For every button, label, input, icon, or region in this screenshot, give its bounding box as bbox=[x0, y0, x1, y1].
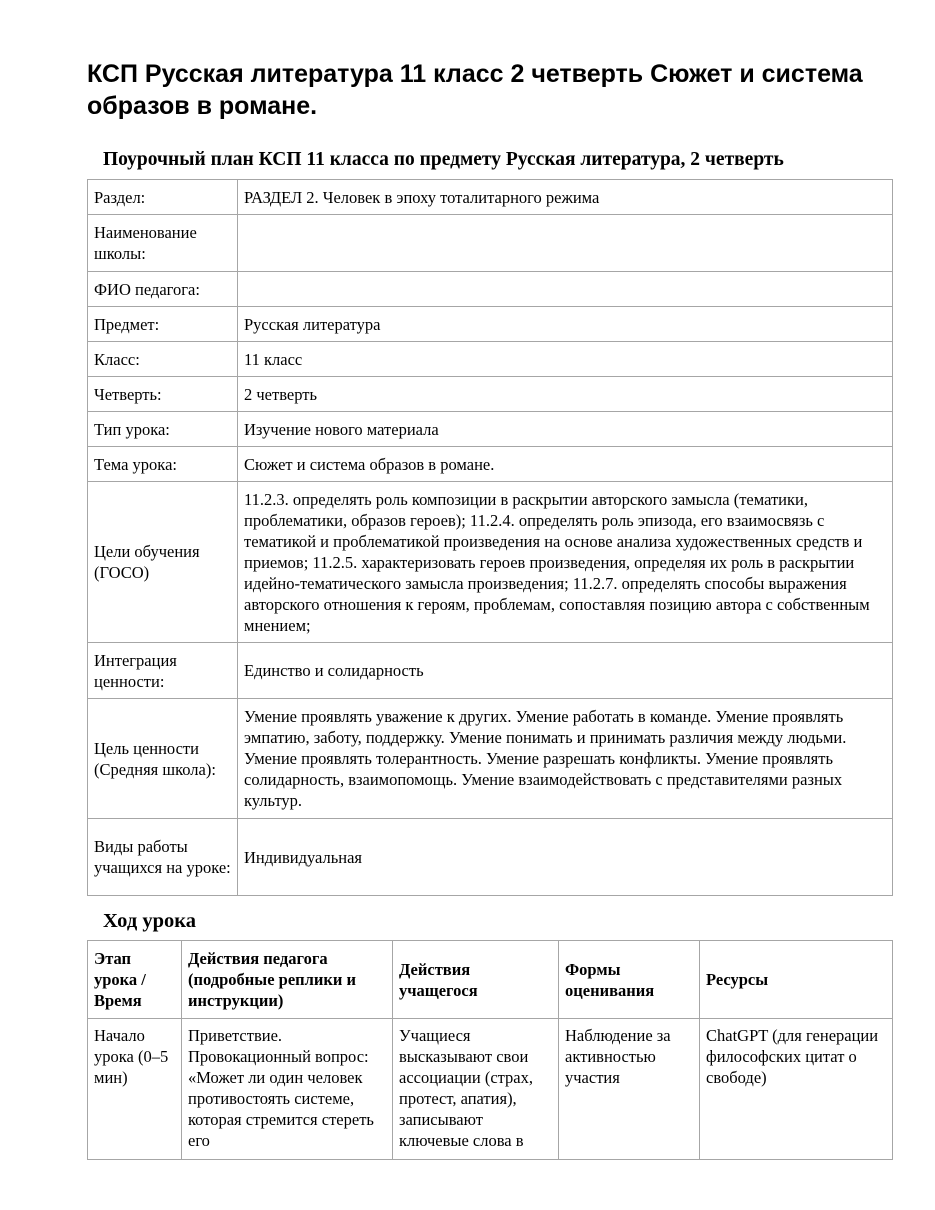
table-row bbox=[88, 342, 893, 377]
info-key: ФИО педагога: bbox=[88, 272, 238, 307]
table-header-row bbox=[88, 941, 893, 1019]
stage-text: Начало урока (0–5 мин) bbox=[94, 1026, 169, 1087]
info-value bbox=[238, 272, 893, 307]
info-key: Тема урока: bbox=[88, 447, 238, 482]
table-row bbox=[88, 699, 893, 819]
table-row bbox=[88, 215, 893, 272]
info-key: Цель ценности (Средняя школа): bbox=[88, 699, 238, 819]
table-row bbox=[88, 307, 893, 342]
column-header-resources: Ресурсы bbox=[700, 941, 893, 1019]
assessment-text: Наблюдение за активностью участия bbox=[565, 1026, 671, 1087]
info-key: Предмет: bbox=[88, 307, 238, 342]
info-key: Цели обучения (ГОСО) bbox=[88, 482, 238, 643]
column-header-student-actions: Действия учащегося bbox=[393, 941, 559, 1019]
info-key: Виды работы учащихся на уроке: bbox=[88, 819, 238, 896]
resources-text: ChatGPT (для генерации философских цитат о свободе) bbox=[706, 1026, 879, 1087]
table-row bbox=[88, 272, 893, 307]
column-header-stage: Этап урока / Время bbox=[88, 941, 182, 1019]
column-header-teacher-actions: Действия педагога (подробные реплики и инструкции) bbox=[182, 941, 393, 1019]
table-row bbox=[88, 377, 893, 412]
info-key: Наименование школы: bbox=[88, 215, 238, 272]
table-row bbox=[88, 180, 893, 215]
student-actions-cell bbox=[393, 1019, 559, 1160]
info-value: Русская литература bbox=[238, 307, 893, 342]
info-value: Умение проявлять уважение к других. Умение работать в команде. Умение проявлять эмпатию, заботу, поддержку. Умение понимать и принимать различия между людьми. Умение проявлять толерантность. Умение разрешать конфликты. Умение проявлять солидарность, взаимопомощь. Умение взаимодействовать с представителями разных культур. bbox=[238, 699, 893, 819]
table-row bbox=[88, 819, 893, 896]
teacher-actions-cell bbox=[182, 1019, 393, 1160]
resources-cell bbox=[700, 1019, 893, 1160]
assessment-cell bbox=[559, 1019, 700, 1160]
lesson-progress-table bbox=[87, 940, 893, 1160]
info-value: РАЗДЕЛ 2. Человек в эпоху тоталитарного режима bbox=[238, 180, 893, 215]
info-value: Изучение нового материала bbox=[238, 412, 893, 447]
info-value: 11 класс bbox=[238, 342, 893, 377]
teacher-actions-text: Приветствие. Провокационный вопрос: «Может ли один человек противостоять системе, которая стремится стереть его bbox=[188, 1026, 374, 1150]
info-value: 2 четверть bbox=[238, 377, 893, 412]
info-key: Тип урока: bbox=[88, 412, 238, 447]
column-header-assessment: Формы оценивания bbox=[559, 941, 700, 1019]
info-key: Интеграция ценности: bbox=[88, 643, 238, 699]
document-title: КСП Русская литература 11 класс 2 четверть Сюжет и система образов в романе. bbox=[87, 60, 863, 120]
student-actions-text: Учащиеся высказывают свои ассоциации (страх, протест, апатия), записывают ключевые слова в bbox=[399, 1026, 533, 1150]
info-value: 11.2.3. определять роль композиции в раскрытии авторского замысла (тематики, проблематики, образов героев); 11.2.4. определять роль эпизода, его взаимосвязь с тематикой и проблематикой произведения на основе анализа художественных средств и приемов; 11.2.5. характеризовать героев произведения, определяя их роль в раскрытии идейно-тематического замысла произведения; 11.2.7. определять способы выражения авторского отношения к героям, проблемам, сопоставляя позицию автора с собственным мнением; bbox=[238, 482, 893, 643]
lesson-plan-heading: Поурочный план КСП 11 класса по предмету Русская литература, 2 четверть bbox=[103, 149, 784, 170]
info-key: Четверть: bbox=[88, 377, 238, 412]
info-key: Раздел: bbox=[88, 180, 238, 215]
table-row bbox=[88, 447, 893, 482]
stage-cell bbox=[88, 1019, 182, 1160]
info-key: Класс: bbox=[88, 342, 238, 377]
info-value: Единство и солидарность bbox=[238, 643, 893, 699]
table-row bbox=[88, 412, 893, 447]
table-row bbox=[88, 1019, 893, 1160]
info-value: Индивидуальная bbox=[238, 819, 893, 896]
lesson-progress-heading: Ход урока bbox=[103, 910, 196, 932]
info-value bbox=[238, 215, 893, 272]
table-row bbox=[88, 643, 893, 699]
info-value: Сюжет и система образов в романе. bbox=[238, 447, 893, 482]
table-row bbox=[88, 482, 893, 643]
lesson-info-table bbox=[87, 179, 893, 896]
